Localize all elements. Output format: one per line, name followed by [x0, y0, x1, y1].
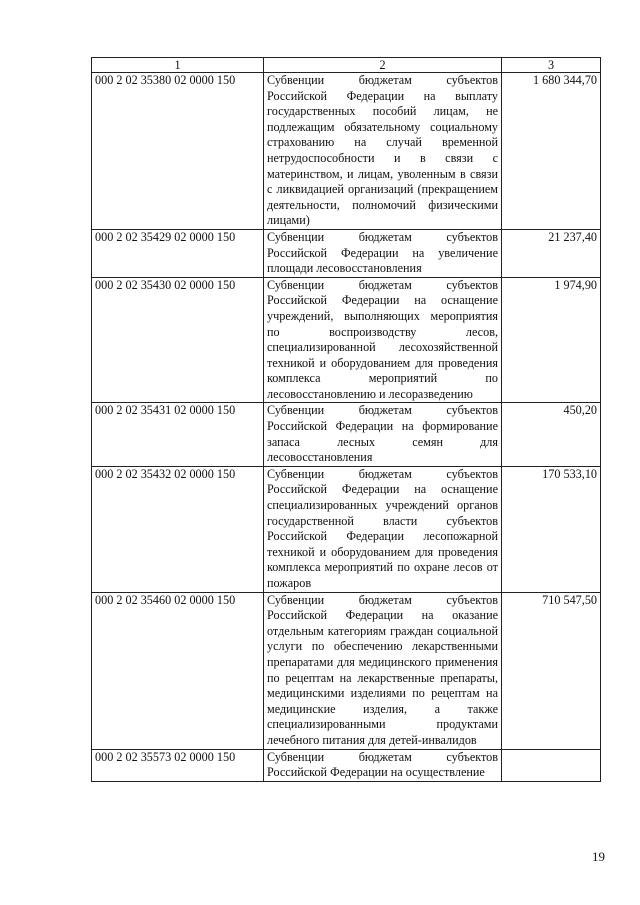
header-row — [92, 58, 601, 73]
budget-table — [91, 57, 601, 782]
budget-code: 000 2 02 35432 02 0000 150 — [92, 466, 264, 592]
column-header-description: 2 — [264, 58, 502, 73]
table-row — [92, 466, 601, 592]
row-description: Субвенции бюджетам субъектов Российской Федерации на увеличение площади лесовосстановления — [264, 229, 502, 277]
budget-code: 000 2 02 35429 02 0000 150 — [92, 229, 264, 277]
row-description: Субвенции бюджетам субъектов Российской Федерации на формирование запаса лесных семян для лесовосстановления — [264, 403, 502, 466]
row-amount: 170 533,10 — [502, 466, 601, 592]
row-amount: 21 237,40 — [502, 229, 601, 277]
table-row — [92, 73, 601, 230]
table-row — [92, 229, 601, 277]
budget-code: 000 2 02 35431 02 0000 150 — [92, 403, 264, 466]
column-header-code: 1 — [92, 58, 264, 73]
row-description: Субвенции бюджетам субъектов Российской Федерации на выплату государственных пособий лицам, не подлежащим обязательному социальному страхованию на случай временной нетрудоспособности и в связи с материнством, и лицам, уволенным в связи с ликвидацией организаций (прекращением деятельности, полномочий физическими лицами) — [264, 73, 502, 230]
table-row — [92, 403, 601, 466]
row-description: Субвенции бюджетам субъектов Российской Федерации на оснащение специализированных учреждений органов государственной власти субъектов Российской Федерации лесопожарной техникой и оборудованием для проведения комплекса мероприятий по охране лесов от пожаров — [264, 466, 502, 592]
row-amount: 1 974,90 — [502, 277, 601, 403]
row-amount — [502, 749, 601, 781]
table-row — [92, 277, 601, 403]
page-number: 19 — [592, 849, 605, 864]
table-row — [92, 592, 601, 749]
row-amount: 710 547,50 — [502, 592, 601, 749]
budget-code: 000 2 02 35573 02 0000 150 — [92, 749, 264, 781]
row-amount: 1 680 344,70 — [502, 73, 601, 230]
budget-code: 000 2 02 35430 02 0000 150 — [92, 277, 264, 403]
table-row — [92, 749, 601, 781]
column-header-amount: 3 — [502, 58, 601, 73]
budget-code: 000 2 02 35460 02 0000 150 — [92, 592, 264, 749]
budget-code: 000 2 02 35380 02 0000 150 — [92, 73, 264, 230]
row-description: Субвенции бюджетам субъектов Российской Федерации на оказание отдельным категориям граждан социальной услуги по обеспечению лекарственными препаратами для медицинского применения по рецептам на лекарственные препараты, медицинскими изделиями по рецептам на медицинские изделия, а также специализированными продуктами лечебного питания для детей-инвалидов — [264, 592, 502, 749]
row-description: Субвенции бюджетам субъектов Российской Федерации на оснащение учреждений, выполняющих мероприятия по воспроизводству лесов, специализированной лесохозяйственной техникой и оборудованием для проведения комплекса мероприятий по лесовосстановлению и лесоразведению — [264, 277, 502, 403]
row-amount: 450,20 — [502, 403, 601, 466]
row-description: Субвенции бюджетам субъектов Российской Федерации на осуществление — [264, 749, 502, 781]
